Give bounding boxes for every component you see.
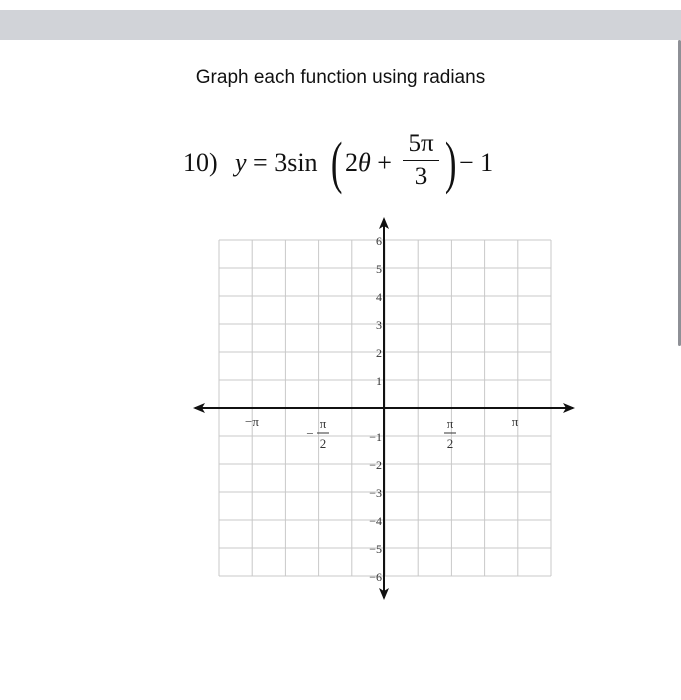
y-tick-label: 3 [376,318,382,332]
y-tick-label: −4 [369,514,382,528]
y-tick-label: 4 [376,290,382,304]
x-label-neg-half-num: π [319,416,327,431]
y-tick-label: −2 [369,458,382,472]
y-tick-label: 1 [376,374,382,388]
y-tick-label: −1 [369,430,382,444]
y-tick-label: 5 [376,262,382,276]
x-label-neg-half-den: 2 [319,436,327,451]
x-label-neg-pi: −π [245,414,259,429]
equals-coefficient: = 3sin [253,148,318,177]
problem-number: 10) [183,148,218,177]
left-paren: ( [330,130,343,195]
x-label-half-den: 2 [446,436,454,451]
fraction-numerator: 5π [408,130,434,157]
plus-sign: + [377,148,392,177]
inner-coefficient: 2 [345,148,358,177]
fraction-denominator: 3 [414,163,428,191]
instruction-text: Graph each function using radians [195,67,486,88]
x-label-neg-sign: − [306,426,314,441]
y-tick-label: −3 [369,486,382,500]
x-label-half-num: π [446,416,454,431]
theta-variable: θ [358,148,371,177]
y-tick-label: −5 [369,542,382,556]
y-tick-label: 6 [376,234,382,248]
x-label-pi-over-2 [444,416,456,451]
equation-tail: − 1 [459,148,494,177]
right-paren: ) [444,130,457,195]
x-label-pi: π [511,414,519,429]
x-label-neg-pi-over-2 [306,416,329,451]
y-variable: y [235,148,247,177]
y-tick-label: 2 [376,346,382,360]
y-tick-label: −6 [369,570,382,584]
